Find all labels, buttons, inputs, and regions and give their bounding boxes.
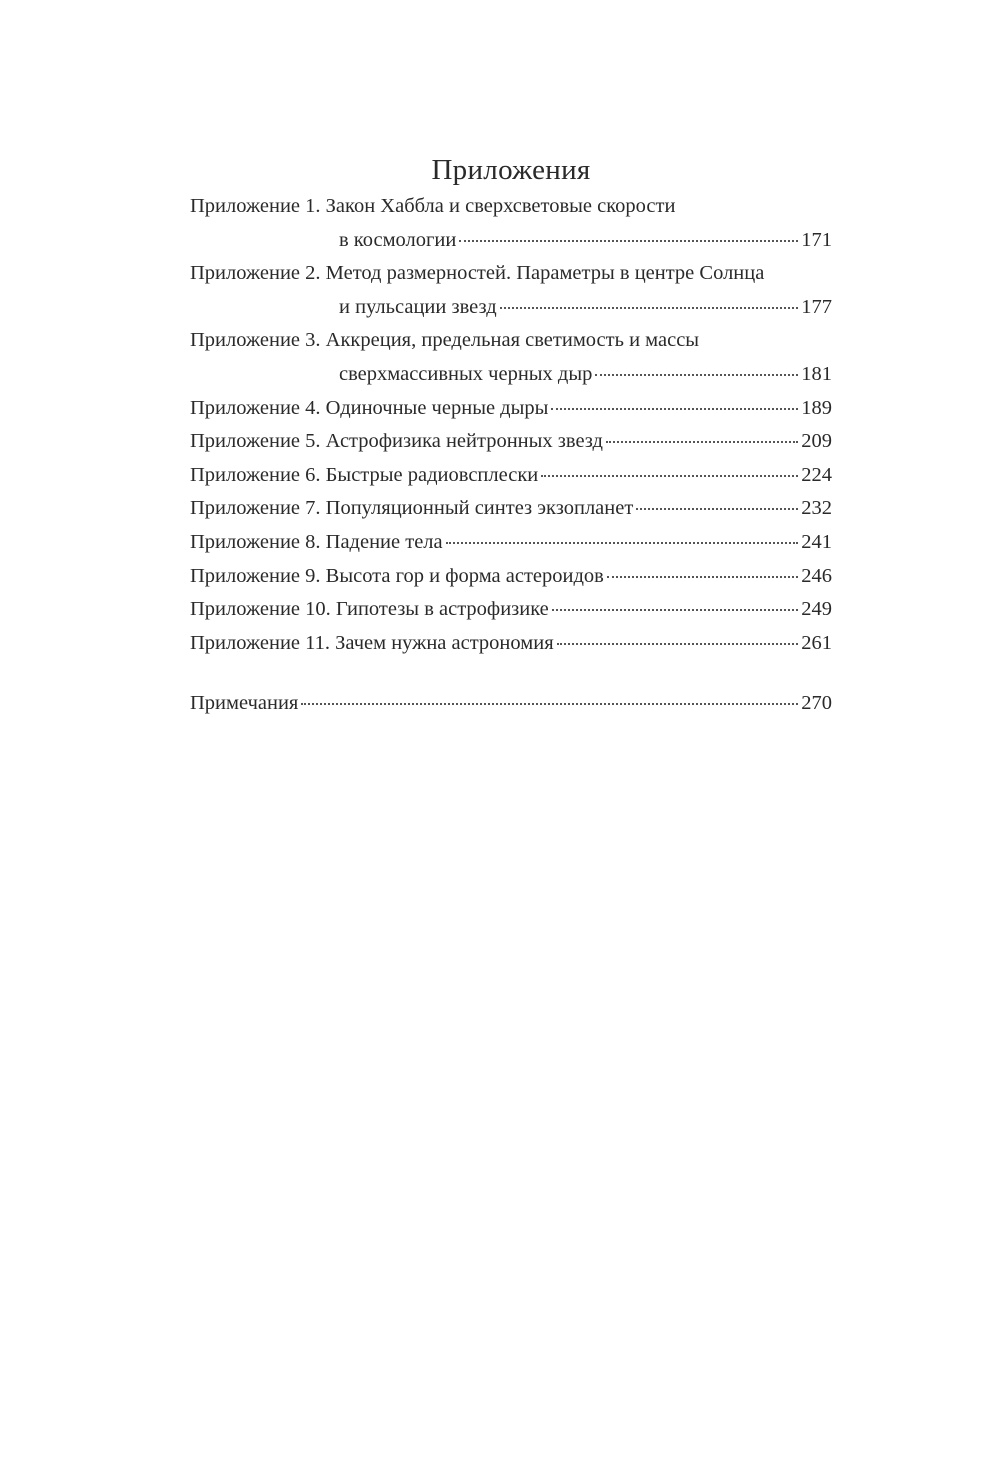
toc-entry-appendix-3[interactable]	[190, 324, 832, 391]
toc-entry-appendix-6[interactable]	[190, 459, 832, 493]
toc-entry-appendix-10[interactable]	[190, 593, 832, 627]
toc-entry-title: Одиночные черные дыры	[325, 396, 549, 419]
dot-leader	[552, 609, 798, 611]
toc-entry-page: 246	[801, 564, 832, 587]
dot-leader	[607, 576, 798, 578]
toc-entry-page: 189	[801, 396, 832, 419]
toc-entry-number: Приложение 3.	[190, 329, 326, 352]
toc-entry-page: 181	[801, 362, 832, 385]
toc-entry-title: Высота гор и форма астероидов	[325, 564, 604, 587]
toc-entry-number: Приложение 11.	[190, 631, 336, 654]
dot-leader	[551, 408, 798, 410]
toc-entry-appendix-4[interactable]	[190, 392, 832, 426]
toc-entry-appendix-11[interactable]	[190, 627, 832, 661]
toc-entry-title: Падение тела	[325, 530, 443, 553]
dot-leader	[459, 240, 798, 242]
dot-leader	[500, 307, 799, 309]
toc-entry-number: Приложение 6.	[190, 463, 326, 486]
toc-entry-title: Аккреция, предельная светимость и массы	[325, 329, 700, 352]
toc-entry-title: Зачем нужна астрономия	[335, 631, 554, 654]
dot-leader	[557, 643, 799, 645]
toc-entry-page: 232	[801, 497, 832, 520]
toc-entry-number: Приложение 1.	[190, 195, 326, 217]
toc-entry-number: Приложение 4.	[190, 396, 326, 419]
toc-entry-title-continued: в космологии	[339, 228, 457, 251]
toc-entry-number: Приложение 8.	[190, 530, 326, 553]
toc-entry-page: 261	[801, 631, 832, 654]
toc-entry-notes[interactable]	[190, 687, 832, 721]
toc-entry-page: 177	[801, 295, 832, 318]
toc-entry-number: Приложение 7.	[190, 497, 326, 520]
toc-entry-appendix-2[interactable]	[190, 257, 832, 324]
toc-entry-title: Гипотезы в астрофизике	[335, 598, 549, 621]
toc-entry-page: 241	[801, 530, 832, 553]
toc-entry-number: Приложение 9.	[190, 564, 326, 587]
toc-entry-number: Приложение 2.	[190, 262, 326, 285]
toc-entry-page: 171	[801, 228, 832, 251]
toc-entry-title: Закон Хаббла и сверхсветовые скорости	[325, 195, 676, 217]
dot-leader	[595, 374, 798, 376]
toc-entry-appendix-7[interactable]	[190, 492, 832, 526]
toc-entry-page: 270	[801, 692, 832, 715]
toc-title: Приложения	[431, 154, 591, 186]
toc-entry-title-continued: сверхмассивных черных дыр	[339, 362, 593, 385]
dot-leader	[446, 542, 799, 544]
toc-entry-appendix-1[interactable]	[190, 190, 832, 257]
toc-entry-page: 224	[801, 463, 832, 486]
toc-entry-page: 209	[801, 430, 832, 453]
toc-entry-title: Астрофизика нейтронных звезд	[325, 430, 603, 453]
toc-entry-title: Метод размерностей. Параметры в центре Солнца	[325, 262, 765, 285]
toc-entry-title: Быстрые радиовсплески	[325, 463, 539, 486]
toc-entry-page: 249	[801, 598, 832, 621]
dot-leader	[606, 441, 798, 443]
toc-entry-number: Приложение 10.	[190, 598, 336, 621]
toc-entry-appendix-9[interactable]	[190, 560, 832, 594]
toc-entry-appendix-8[interactable]	[190, 526, 832, 560]
toc-entry-title-continued: и пульсации звезд	[339, 295, 497, 318]
toc-entry-appendix-5[interactable]	[190, 425, 832, 459]
toc-entry-title: Примечания	[190, 692, 299, 715]
dot-leader	[301, 703, 798, 705]
table-of-contents	[190, 150, 832, 721]
dot-leader	[541, 475, 798, 477]
toc-entry-title: Популяционный синтез экзопланет	[325, 497, 634, 520]
toc-entry-number: Приложение 5.	[190, 430, 326, 453]
dot-leader	[636, 508, 798, 510]
